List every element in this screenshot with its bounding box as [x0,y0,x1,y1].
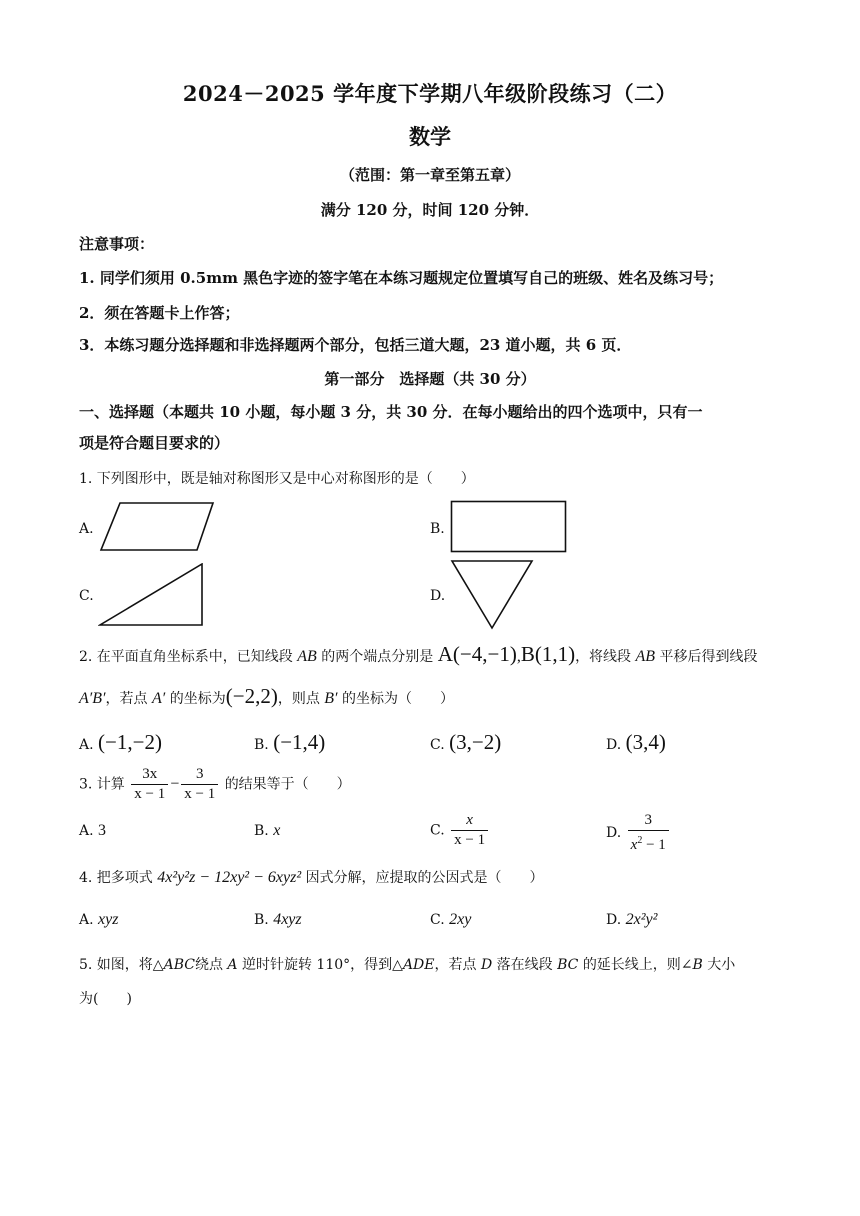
option-value: (−1,−2) [98,730,162,754]
q3-option-c [430,811,490,850]
q4-option-b [254,911,302,929]
q1-option-c-label: C. [79,588,94,604]
q2-segment-ab-repeat: AB [635,648,656,665]
option-value: (3,−2) [449,730,502,754]
option-label: B. [254,823,269,839]
q2-point-b2: B′ [324,690,338,707]
option-value: (−1,4) [273,730,326,754]
q2-stem-g: ，则点 [277,691,320,707]
option-fraction [628,811,669,855]
section-instruction-line2: 项是符合题目要求的） [79,434,230,452]
q1-option-d-label: D. [430,588,446,604]
option-value: x [273,822,281,839]
q2-comma: , [516,648,521,665]
q2-stem-line2 [79,684,454,709]
q2-option-b [254,730,325,755]
q2-stem-d: 平移后得到线段 [659,649,758,665]
q5-point-a: A [227,957,238,973]
q3-suffix: 的结果等于（ ） [224,776,351,793]
q3-fraction-1 [131,765,168,804]
denominator-base: x [630,837,638,853]
fraction-numerator: 3 [181,765,218,785]
fraction-numerator: 3 [628,811,669,831]
option-value: 2xy [449,911,472,928]
rectangle-figure [450,500,568,554]
option-label: D. [606,737,622,753]
q2-stem-f: 的坐标为 [169,691,226,707]
q2-point-a2: A′ [152,690,166,707]
option-value: 4xyz [273,911,302,928]
q5-text-f: 的延长线上，则∠ [582,957,693,973]
q2-option-c [430,730,501,755]
q2-stem-b: 的两个端点分别是 [321,649,434,665]
q2-segment-ab: AB [297,648,317,665]
q4-option-a [79,911,118,929]
option-value: 2x²y² [625,911,658,928]
denominator-rest: − 1 [642,837,666,853]
option-label: C. [430,822,445,839]
q5-stem-line1 [79,954,735,974]
option-value: xyz [98,911,119,928]
q4-stem [79,867,544,887]
parallelogram-figure [99,501,219,553]
q5-segment-bc: BC [557,957,579,973]
q2-segment-a2b2: A′B′ [79,690,106,707]
q2-stem-h: 的坐标为（ ） [342,691,455,707]
denominator-exponent: 2 [637,835,643,846]
q5-text-b: 绕点 [194,957,223,973]
option-label: C. [430,912,445,928]
inverted-triangle-figure [450,559,534,631]
option-value: 3 [98,822,107,839]
part1-heading: 第一部分 选择题（共 30 分） [324,370,536,388]
q3-fraction-2 [181,765,218,804]
q2-coordinate: (−2,2) [225,684,278,708]
q1-stem: 1. 下列图形中，既是轴对称图形又是中心对称图形的是（ ） [79,471,475,487]
q2-stem-line1 [79,642,758,667]
page-title: 2024－2025 学年度下学期八年级阶段练习（二） [182,81,678,106]
option-label: D. [606,912,622,928]
option-label: C. [430,737,445,753]
q5-text-a: 5. 如图，将△ [79,957,164,973]
q3-option-b [254,822,280,840]
q4-option-c [430,911,471,929]
fraction-denominator: x − 1 [134,786,166,802]
q5-text-g: 大小 [707,957,736,973]
q3-prefix: 3. 计算 [79,776,125,793]
q1-option-a-label: A. [79,521,94,537]
q5-triangle-ade: ADE [402,957,435,973]
note-item-2: 2．须在答题卡上作答； [79,304,240,322]
option-fraction [451,811,488,850]
option-label: A. [79,823,94,839]
q5-stem-line2: 为( ) [79,991,132,1007]
q4-prefix: 4. 把多项式 [79,870,153,886]
q4-suffix: 因式分解，应提取的公因式是（ ） [305,870,544,886]
q5-text-c: 逆时针旋转 110°，得到△ [241,957,403,973]
option-label: B. [254,912,269,928]
right-triangle-figure [98,563,204,627]
q1-option-b-label: B. [430,521,445,537]
q2-stem-e: ，若点 [105,691,148,707]
fraction-denominator [628,831,669,855]
fraction-denominator: x − 1 [184,786,216,802]
note-item-1: 1. 同学们须用 0.5mm 黑色字迹的签字笔在本练习题规定位置填写自己的班级、姓名及练习号； [79,269,724,287]
fraction-denominator: x − 1 [454,832,486,848]
q3-minus: − [170,775,180,793]
q4-polynomial: 4x²y²z − 12xy² − 6xyz² [157,869,302,886]
q2-stem-c: ，将线段 [575,649,632,665]
notes-heading: 注意事项： [79,235,155,253]
q3-stem [79,765,351,804]
q2-option-d [606,730,666,755]
q2-point-b: B(1,1) [520,642,576,666]
q5-text-d: ，若点 [434,957,477,973]
option-label: D. [606,825,622,841]
q5-triangle-abc: ABC [163,957,195,973]
q3-option-d [606,811,671,855]
option-label: A. [79,912,94,928]
q5-angle-b: B [692,957,703,973]
score-time-note: 满分 120 分，时间 120 分钟． [320,201,540,219]
q3-option-a [79,822,106,840]
option-label: B. [254,737,269,753]
fraction-numerator: 3x [131,765,168,785]
q5-point-d: D [480,957,493,973]
option-value: (3,4) [625,730,666,754]
note-item-3: 3．本练习题分选择题和非选择题两个部分，包括三道大题，23 道小题，共 6 页． [79,336,632,354]
fraction-numerator: x [451,811,488,831]
q4-option-d [606,911,657,929]
q2-stem-a: 2. 在平面直角坐标系中，已知线段 [79,649,293,665]
q5-text-e: 落在线段 [496,957,553,973]
q2-option-a [79,730,162,755]
section-instruction-line1: 一、选择题（本题共 10 小题，每小题 3 分，共 30 分．在每小题给出的四个选项中，只有一 [79,403,703,421]
scope-note: （范围：第一章至第五章） [339,166,520,184]
option-label: A. [79,737,94,753]
subject-title: 数学 [409,124,451,149]
q2-point-a: A(−4,−1) [437,642,517,666]
